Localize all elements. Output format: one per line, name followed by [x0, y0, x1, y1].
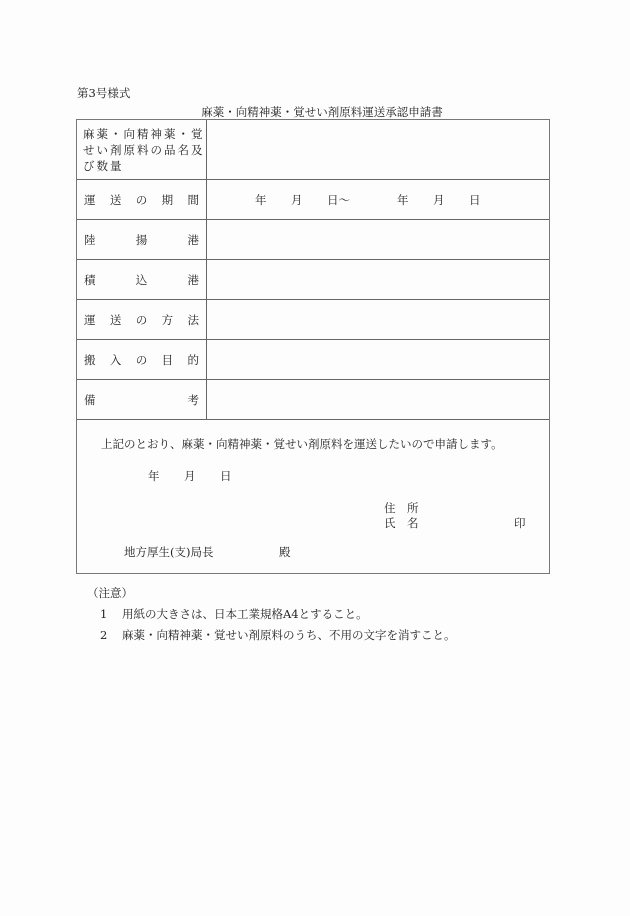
label-char: の	[135, 192, 148, 207]
label-char: 送	[109, 312, 122, 327]
declaration-statement: 上記のとおり、麻薬・向精神薬・覚せい剤原料を運送したいので申請します。	[101, 437, 503, 451]
label-char: 備	[84, 392, 96, 407]
label-char: 間	[187, 192, 199, 207]
field-transport-method[interactable]	[207, 300, 549, 339]
date-month-label: 月	[184, 469, 196, 483]
label-char: 入	[109, 352, 122, 367]
label-char: 送	[109, 192, 122, 207]
document-title: 麻薬・向精神薬・覚せい剤原料運送承認申請書	[201, 105, 443, 119]
label-char: 港	[187, 272, 199, 287]
label-char: 期	[161, 192, 174, 207]
end-day-label: 日	[469, 192, 481, 207]
label-char: 的	[187, 352, 199, 367]
label-char: 揚	[135, 232, 148, 247]
field-remarks[interactable]	[207, 380, 549, 419]
label-char: 法	[187, 312, 199, 327]
end-month-label: 月	[433, 192, 445, 207]
start-year-label: 年	[255, 192, 267, 207]
honorific: 殿	[279, 545, 291, 559]
date-day-label: 日	[220, 469, 232, 483]
row-loading-port	[77, 260, 549, 300]
end-year-label: 年	[397, 192, 409, 207]
note-number: 1	[100, 607, 108, 621]
start-day-label: 日〜	[327, 192, 350, 207]
label-char: 搬	[84, 352, 96, 367]
label-import-purpose	[77, 340, 207, 379]
label-transport-period	[77, 180, 207, 219]
label-char: の	[135, 312, 148, 327]
label-char: 込	[135, 272, 148, 287]
label-char: 目	[161, 352, 174, 367]
note-number: 2	[100, 628, 108, 642]
note-item	[91, 604, 456, 625]
address-label: 住 所	[384, 501, 419, 515]
row-unloading-port	[77, 220, 549, 260]
label-char: 陸	[84, 232, 96, 247]
label-char: 方	[161, 312, 174, 327]
name-label: 氏 名	[384, 516, 419, 530]
label-char: 運	[84, 312, 96, 327]
label-loading-port	[77, 260, 207, 299]
note-item	[91, 625, 456, 646]
label-item-name-quantity: 麻薬・向精神薬・覚せい剤原料の品名及び数量	[77, 120, 207, 179]
row-item-name-quantity	[77, 120, 549, 180]
note-text: 用紙の大きさは、日本工業規格A4とすること。	[122, 607, 368, 621]
row-transport-period	[77, 180, 549, 220]
field-import-purpose[interactable]	[207, 340, 549, 379]
field-loading-port[interactable]	[207, 260, 549, 299]
label-char: 運	[84, 192, 96, 207]
field-unloading-port[interactable]	[207, 220, 549, 259]
start-month-label: 月	[291, 192, 303, 207]
row-remarks	[77, 380, 549, 420]
row-import-purpose	[77, 340, 549, 380]
addressee: 地方厚生(支)局長	[124, 545, 214, 559]
declaration-section	[77, 420, 549, 575]
label-char: 港	[187, 232, 199, 247]
label-unloading-port	[77, 220, 207, 259]
form-number: 第3号様式	[77, 86, 131, 100]
note-text: 麻薬・向精神薬・覚せい剤原料のうち、不用の文字を消すこと。	[122, 628, 456, 642]
label-remarks	[77, 380, 207, 419]
date-year-label: 年	[148, 469, 160, 483]
notes-heading: （注意）	[87, 586, 133, 600]
field-item-name-quantity[interactable]	[207, 120, 549, 179]
application-form-table	[76, 119, 550, 574]
label-char: 考	[187, 392, 199, 407]
field-transport-period[interactable]	[207, 180, 549, 219]
row-transport-method	[77, 300, 549, 340]
label-char: の	[135, 352, 148, 367]
label-char: 積	[84, 272, 96, 287]
seal-mark: 印	[514, 516, 526, 530]
notes-section	[87, 583, 456, 646]
label-transport-method	[77, 300, 207, 339]
